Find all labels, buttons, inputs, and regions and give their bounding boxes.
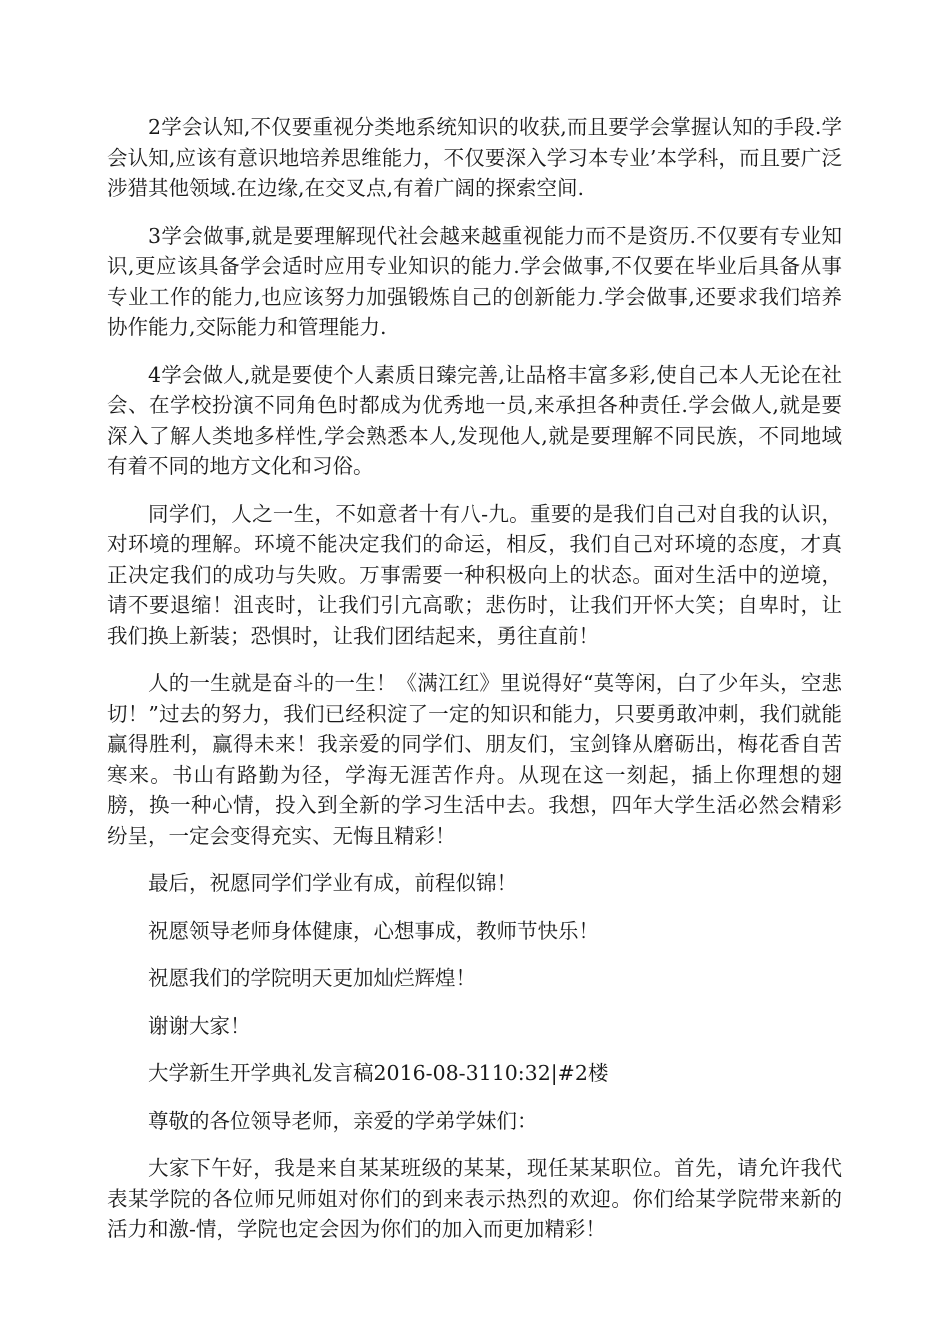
paragraph-wish-teachers: 祝愿领导老师身体健康，心想事成，教师节快乐！ xyxy=(148,918,599,943)
paragraph-classmates: 同学们，人之一生，不如意者十有八-九。重要的是我们自己对自我的认识，对环境的理解。环境不能决定我们的命运，相反，我们自己对环境的态度，才真正决定我们的成功与失败。万事需要一种积极向上的状态。面对生活中的逆境，请不要退缩！沮丧时，让我们引亢高歌；悲伤时，让我们开怀大笑；自卑时，让我们换上新装；恐惧时，让我们团结起来，勇往直前！ xyxy=(107,501,842,648)
paragraph-greeting: 大家下午好，我是来自某某班级的某某，现任某某职位。首先，请允许我代表某学院的各位师兄师姐对你们的到来表示热烈的欢迎。你们给某学院带来新的活力和激-情，学院也定会因为你们的加入而更加精彩！ xyxy=(107,1156,842,1241)
paragraph-learn-to-do: 3学会做事,就是要理解现代社会越来越重视能力而不是资历.不仅要有专业知识,更应该具备学会适时应用专业知识的能力.学会做事,不仅要在毕业后具备从事专业工作的能力,也应该努力加强锻炼自己的创新能力.学会做事,还要求我们培养协作能力,交际能力和管理能力. xyxy=(107,223,842,339)
paragraph-wish-students: 最后，祝愿同学们学业有成，前程似锦！ xyxy=(148,871,517,895)
document-body xyxy=(107,112,842,1262)
paragraph-salutation: 尊敬的各位领导老师，亲爱的学弟学妹们： xyxy=(148,1108,538,1133)
paragraph-learn-to-be: 4学会做人,就是要使个人素质日臻完善,让品格丰富多彩,使自己本人无论在社会、在学校扮演不同角色时都成为优秀地一员,来承担各种责任.学会做人,就是要深入了解人类地多样性,学会熟悉本人,发现他人,就是要理解不同民族，不同地域有着不同的地方文化和习俗。 xyxy=(107,362,842,478)
paragraph-wish-college: 祝愿我们的学院明天更加灿烂辉煌！ xyxy=(148,966,476,990)
paragraph-learn-to-know: 2学会认知,不仅要重视分类地系统知识的收获,而且要学会掌握认知的手段.学会认知,应该有意识地培养思维能力，不仅要深入学习本专业’本学科，而且要广泛涉猎其他领域.在边缘,在交叉点,有着广阔的探索空间. xyxy=(107,115,842,200)
paragraph-struggle: 人的一生就是奋斗的一生！《满江红》里说得好“莫等闲，白了少年头，空悲切！”过去的努力，我们已经积淀了一定的知识和能力，只要勇敢冲刺，我们就能赢得胜利，赢得未来！我亲爱的同学们、朋友们，宝剑锋从磨砺出，梅花香自苦寒来。书山有路勤为径，学海无涯苦作舟。从现在这一刻起，插上你理想的翅膀，换一种心情，投入到全新的学习生活中去。我想，四年大学生活必然会精彩纷呈，一定会变得充实、无悔且精彩！ xyxy=(107,671,842,848)
post-heading: 大学新生开学典礼发言稿2016-08-3110:32|#2楼 xyxy=(148,1061,609,1085)
paragraph-thanks: 谢谢大家！ xyxy=(148,1013,251,1038)
